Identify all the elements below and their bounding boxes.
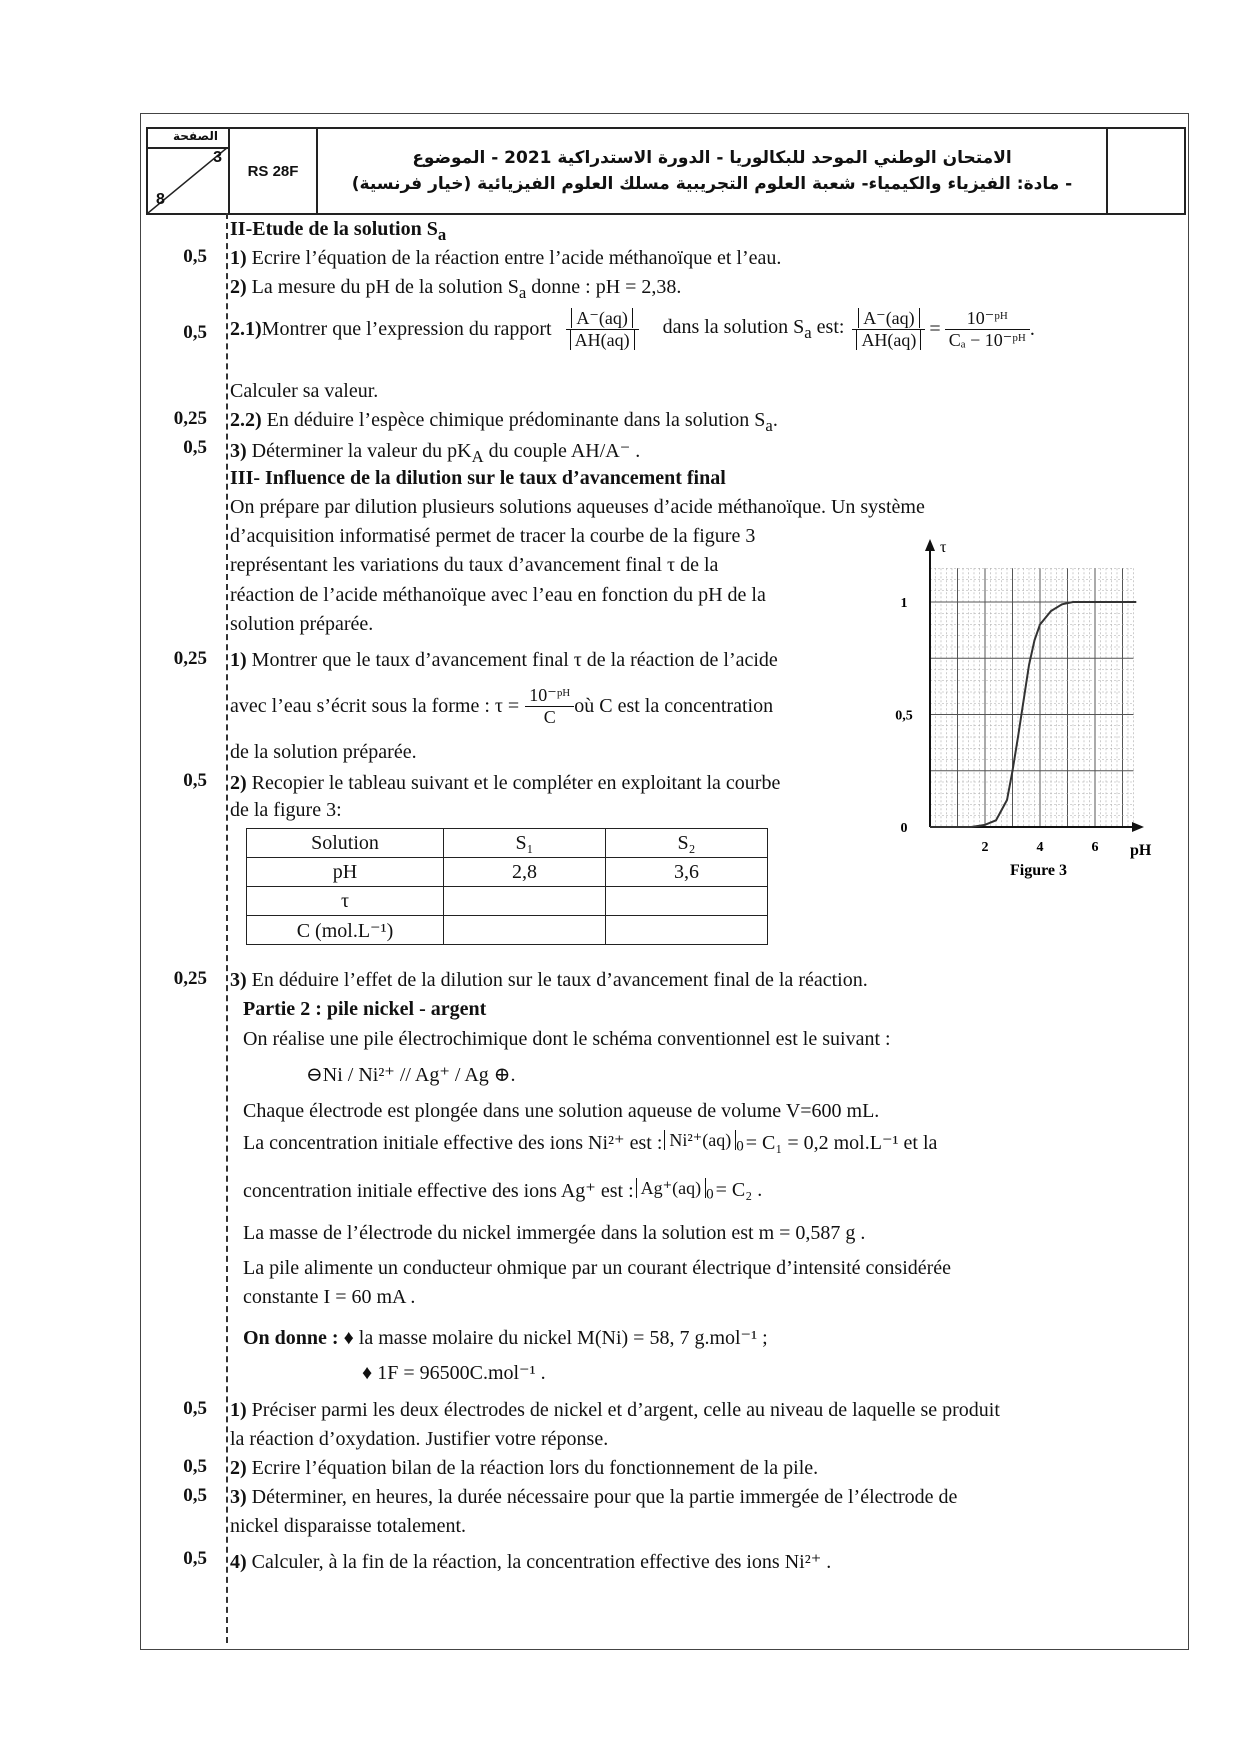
y-tick-label: 0,5 [895, 708, 913, 724]
table-row [247, 858, 768, 887]
table-cell [606, 916, 768, 945]
partie2-para-6: La pile alimente un conducteur ohmique par un courant électrique d’intensité considérée [243, 1257, 952, 1279]
x-tick-label: 6 [1091, 840, 1099, 855]
page-total: 8 [156, 191, 165, 208]
given-line-1: On donne : ♦ la masse molaire du nickel M(Ni) = 58, 7 g.mol⁻¹ ; [243, 1327, 768, 1349]
table-header-cell: S₁ [444, 829, 606, 858]
points-s2-q22: 0,25 [173, 408, 207, 429]
s2-question-2-2: 2.2) En déduire l’espèce chimique prédominante dans la solution $S_a$. [230, 409, 778, 435]
given-line-2: ♦ 1F = 96500C.mol⁻¹ . [362, 1362, 546, 1384]
y-axis-label: τ [940, 539, 947, 556]
table-cell: τ [247, 887, 444, 916]
points-s3-q1: 0,25 [173, 648, 207, 669]
s3-question-2-end: de la figure 3: [230, 799, 342, 821]
s3-question-3: 3) En déduire l’effet de la dilution sur le taux d’avancement final de la réaction. [230, 969, 868, 991]
margin-dashed-line [226, 213, 228, 1643]
header-blank-cell [1108, 129, 1184, 213]
exam-header [146, 127, 1186, 215]
partie2-para-5: La masse de l’électrode du nickel immergée dans la solution est m = 0,587 g . [243, 1222, 866, 1244]
table-row [247, 916, 768, 945]
ratio-fraction: $\frac{A^-(aq)}{AH(aq)}$ [566, 308, 639, 351]
s3-question-1-end: de la solution préparée. [230, 741, 417, 763]
s3-para-1: On prépare par dilution plusieurs solutions aqueuses d’acide méthanoïque. Un système [230, 496, 925, 518]
section2-heading: II-Etude de la solution $S_a$ [230, 218, 447, 244]
exam-title-line2: - مادة: الفيزياء والكيمياء- شعبة العلوم التجريبية مسلك العلوم الفيزيائية (خيار فرنسية) [351, 174, 1073, 194]
table-row [247, 887, 768, 916]
x-tick-label: 4 [1036, 840, 1044, 855]
table-header-row [247, 829, 768, 858]
page-label: الصفحة [172, 129, 218, 143]
exam-title [318, 129, 1108, 213]
points-s2-q21: 0,5 [183, 322, 207, 343]
axis-ticks [895, 596, 1098, 855]
p2-question-4: 4) Calculer, à la fin de la réaction, la concentration effective des ions Ni²⁺ . [230, 1551, 832, 1573]
figure-3-chart [890, 535, 1170, 885]
points-p2-q2: 0,5 [183, 1456, 207, 1477]
points-p2-q3: 0,5 [183, 1485, 207, 1506]
table-cell [606, 887, 768, 916]
p2-question-1: 1) Préciser parmi les deux électrodes de nickel et d’argent, celle au niveau de laquelle se produit [230, 1399, 1000, 1421]
figure-caption: Figure 3 [1010, 862, 1068, 879]
pile-schema: ⊖Ni / Ni²⁺ // Ag⁺ / Ag ⊕. [306, 1064, 516, 1086]
x-axis-arrow [1132, 822, 1144, 832]
y-tick-label: 1 [900, 596, 908, 611]
s3-para-2: d’acquisition informatisé permet de tracer la courbe de la figure 3 [230, 525, 756, 547]
s2-question-2: 2) La mesure du pH de la solution $S_a$ donne : pH = 2,38. [230, 276, 682, 302]
points-s3-q3: 0,25 [173, 968, 207, 989]
partie2-title: Partie 2 : pile nickel - argent [243, 998, 487, 1020]
s2-calc: Calculer sa valeur. [230, 380, 379, 402]
table-cell: C (mol.L⁻¹) [247, 916, 444, 945]
p2-question-3-end: nickel disparaisse totalement. [230, 1515, 467, 1537]
data-table [246, 828, 768, 945]
s3-para-3: représentant les variations du taux d’avancement final τ de la [230, 554, 719, 576]
partie2-para-2: Chaque électrode est plongée dans une solution aqueuse de volume V=600 mL. [243, 1100, 880, 1122]
partie2-para-4: concentration initiale effective des ions Ag⁺ est : Ag⁺(aq) $_0$ = C₂ . [243, 1178, 763, 1203]
s2-question-3: 3) Déterminer la valeur du $pK_A$ du couple AH/A⁻ . [230, 440, 641, 466]
s3-question-2: 2) Recopier le tableau suivant et le compléter en exploitant la courbe [230, 772, 781, 794]
s2-question-2-1: 2.1) Montrer que l’expression du rapport $\frac{A^-(aq)}{AH(aq)}$ dans la solution $S_a$ est: $\frac{A^-(aq)}{AH(aq)}$ = $\frac{\text{10⁻ᵖᴴ}}{\text{Cₐ − 10⁻ᵖᴴ}}$ . [230, 308, 1035, 350]
s3-question-1: 1) Montrer que le taux d’avancement final τ de la réaction de l’acide [230, 649, 778, 671]
ratio-fraction-2: $\frac{A^-(aq)}{AH(aq)}$ [852, 308, 925, 351]
partie2-para-3: La concentration initiale effective des ions Ni²⁺ est : Ni²⁺(aq) $_0$ = C₁ = 0,2 mol.L⁻¹ et la [243, 1130, 938, 1155]
chart-grid [930, 568, 1134, 827]
s3-question-1-formula: avec l’eau s’écrit sous la forme : τ = $\frac{\text{10⁻ᵖᴴ}}{C}$ où C est la concentration [230, 685, 774, 727]
page-number-cell [148, 129, 230, 213]
s2-question-1: 1) Ecrire l’équation de la réaction entre l’acide méthanoïque et l’eau. [230, 247, 782, 269]
tau-fraction: $\frac{\text{10⁻ᵖᴴ}}{C}$ [525, 685, 574, 728]
points-p2-q4: 0,5 [183, 1548, 207, 1569]
expression-fraction: $\frac{\text{10⁻ᵖᴴ}}{\text{Cₐ − 10⁻ᵖᴴ}}$ [945, 308, 1030, 351]
section3-heading: III- Influence de la dilution sur le taux d’avancement final [230, 467, 726, 489]
x-axis-label: pH [1130, 842, 1152, 859]
points-s2-q3: 0,5 [183, 437, 207, 458]
s3-para-5: solution préparée. [230, 613, 374, 635]
x-tick-label: 2 [981, 840, 989, 855]
table-cell: pH [247, 858, 444, 887]
page-number: 3 [213, 149, 222, 166]
p2-question-1-end: la réaction d’oxydation. Justifier votre réponse. [230, 1428, 609, 1450]
table-header-cell: S₂ [606, 829, 768, 858]
y-tick-label: 0 [900, 821, 908, 836]
table-cell: 3,6 [606, 858, 768, 887]
p2-question-3: 3) Déterminer, en heures, la durée nécessaire pour que la partie immergée de l’électrode de [230, 1486, 958, 1508]
table-cell [444, 887, 606, 916]
table-header-cell: Solution [247, 829, 444, 858]
points-s2-q1: 0,5 [183, 246, 207, 267]
table-cell: 2,8 [444, 858, 606, 887]
s3-para-4: réaction de l’acide méthanoïque avec l’eau en fonction du pH de la [230, 584, 766, 606]
table-cell [444, 916, 606, 945]
y-axis-arrow [925, 539, 935, 551]
exam-code: RS 28F [230, 129, 318, 213]
partie2-para-7: constante I = 60 mA . [243, 1286, 416, 1308]
points-s3-q2: 0,5 [183, 770, 207, 791]
points-p2-q1: 0,5 [183, 1398, 207, 1419]
exam-title-line1: الامتحان الوطني الموحد للبكالوريا - الدورة الاستدراكية 2021 - الموضوع [412, 148, 1012, 168]
p2-question-2: 2) Ecrire l’équation bilan de la réaction lors du fonctionnement de la pile. [230, 1457, 819, 1479]
partie2-para-1: On réalise une pile électrochimique dont le schéma conventionnel est le suivant : [243, 1028, 891, 1050]
